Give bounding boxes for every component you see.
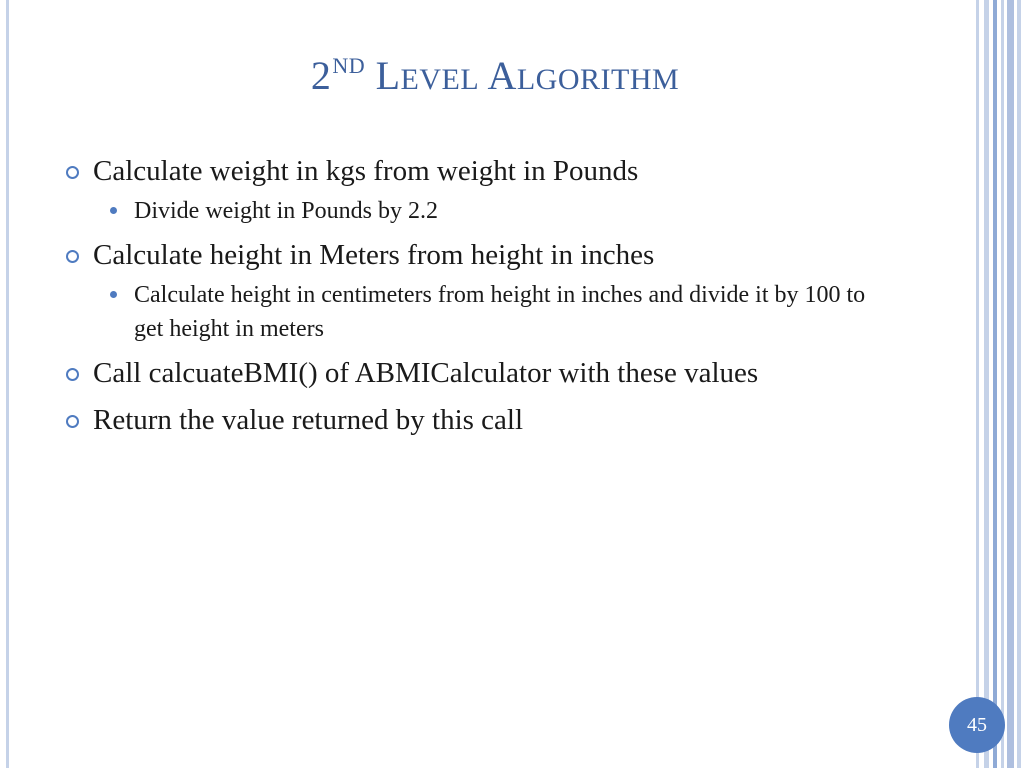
sub-bullet-text: Divide weight in Pounds by 2.2 bbox=[134, 198, 438, 224]
dot-bullet-icon bbox=[110, 291, 117, 298]
bullet-item bbox=[66, 401, 896, 439]
bullet-text: Call calcuateBMI() of ABMICalculator with these values bbox=[93, 357, 759, 389]
circle-bullet-icon bbox=[66, 166, 79, 179]
title-superscript: ND bbox=[332, 53, 366, 78]
stripe bbox=[984, 0, 989, 768]
stripe bbox=[993, 0, 997, 768]
left-border-line bbox=[6, 0, 9, 768]
sub-bullet-item bbox=[66, 278, 896, 346]
bullet-text: Calculate weight in kgs from weight in Pounds bbox=[93, 155, 639, 187]
stripe bbox=[1001, 0, 1004, 768]
title-word1-rest: EVEL bbox=[400, 63, 480, 96]
title-word1-initial: L bbox=[375, 53, 401, 98]
bullet-item bbox=[66, 236, 896, 274]
bullet-list bbox=[66, 152, 896, 448]
stripe bbox=[1017, 0, 1021, 768]
dot-bullet-icon bbox=[110, 207, 117, 214]
bullet-text: Calculate height in Meters from height in inches bbox=[93, 239, 655, 271]
sub-bullet-item bbox=[66, 194, 896, 228]
title-number: 2 bbox=[310, 53, 332, 98]
slide-title bbox=[100, 52, 890, 99]
sub-bullet-text: Calculate height in centimeters from height in inches and divide it by 100 to get height in meters bbox=[134, 282, 866, 342]
circle-bullet-icon bbox=[66, 250, 79, 263]
title-word2-rest: LGORITHM bbox=[516, 63, 680, 96]
circle-bullet-icon bbox=[66, 415, 79, 428]
title-word2-initial: A bbox=[487, 53, 517, 98]
right-decorative-stripes bbox=[976, 0, 1024, 768]
page-number-badge: 45 bbox=[949, 697, 1005, 753]
bullet-item bbox=[66, 152, 896, 190]
stripe bbox=[976, 0, 979, 768]
bullet-item bbox=[66, 354, 896, 392]
circle-bullet-icon bbox=[66, 368, 79, 381]
bullet-text: Return the value returned by this call bbox=[93, 404, 524, 436]
stripe bbox=[1007, 0, 1014, 768]
